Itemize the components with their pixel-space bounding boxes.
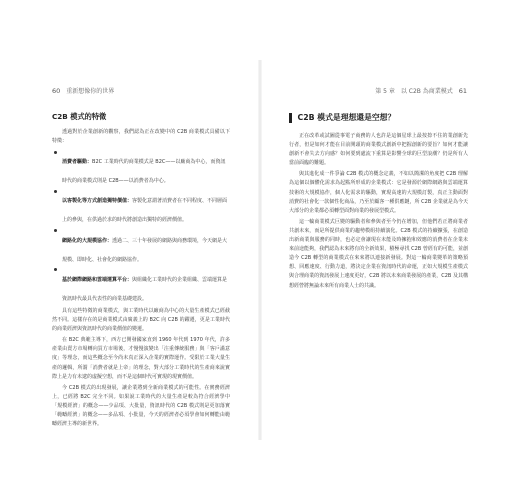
body-paragraph: 與其進化成一件爭論 C2B 模式的概念定義，不如以簡潔的角度把 C2B 理解為這個以個體化需求為起點所形成的企業模式：它是發源於網際網路與雲端運算技術的大規模協作，個人化需求的驅動，實現高速的大規模訂製，真正主動面對消費的社會化一款個性化商品，乃至於顧客一種供應鏈，所 C2B 企業就是為今天大部分的企業都必須轉型面對商業的發展型模式。 [289, 171, 468, 214]
body-paragraph: 今 C2B 模式的出現發展，讓企業將到全新商業模式的可能性。在實務經濟上，已經將 B2C 完全不同。如果說工業時代的大量生產是較為符合經濟學中「規模經濟」的概念——少品項、大批量，資訊時代的 C2B 模式則是更加落實「範疇經濟」的概念——多品項、小批量，今天的經濟者必須學會如何轉能由範疇經濟主導的新世界。 [52, 384, 230, 428]
list-item-title: 網路化的大規模協作： [62, 237, 113, 244]
left-page-number: 60 [52, 87, 61, 95]
list-item-text [62, 198, 227, 223]
list-item-text [62, 159, 225, 184]
body-paragraph: 這一輪商業模式巨變的驅動者和參與者至今仍在增加，但他們若正將商業者共創未來，而是所提供商業的趨勢模組持續演化。C2B 模式的持續擴張，在創造出新商業與服務的同時，也必定會讓現在未能及時擁抱和效應的消費者在企業未來前途能夠，我們認為未來將有的全新效果，積極尋找 C2B 曾經有的可能，並創造今 C2B 轉型的商業模式在來來將以連接新發展。對這一輪商業變革的策略預想、回應速度、行動力道，將決定企業在資訊時代的命運，正如大規模生產模式與合理商業的資訊發展上速度更好，C2B 將以未來商業發展的產業，C2B 及其構想經營將無論未來所有商業人士的共識。 [289, 218, 468, 289]
list-item-body: 透過二、三十年發展的網路與商務環境，今天網是大規模、即時化、社會化的網路協作。 [62, 237, 228, 263]
bullet-icon [54, 268, 57, 271]
right-page-number: 61 [458, 87, 467, 95]
list-item-text [62, 238, 227, 263]
left-running-header [52, 86, 118, 95]
list-item [52, 148, 230, 186]
feature-list [52, 148, 230, 304]
bullet-icon [54, 151, 57, 154]
body-paragraph: 正在改革或試圖從事電子商務的人也許是這個星球上最按捺不住的業創新先行者，但是如何才能在目前開頭的商業模式創新中把握創新的要旨？如何才能讓創新不會失去方向感？如何要到處流下重算是影響全球的巨型浪潮？仍是所有人當前面臨的難題。 [289, 133, 468, 167]
list-item-title: 基於網際網路和雲端運算平台： [62, 276, 133, 283]
right-page [260, 0, 520, 500]
list-item [52, 266, 230, 304]
right-running-header [371, 86, 467, 95]
list-item-title: 以客製化等方式創造獨特價值： [62, 198, 133, 205]
right-body [289, 112, 468, 293]
left-section-heading: C2B 模式的特徵 [52, 112, 107, 121]
body-paragraph: 在 B2C 典範主導下，西方已開發國家直到 1960 年代到 1970 年代，許多產業由賣方市場轉向買方市場後，才慢慢演變出「注重傳統服務」與「客戶滿意度」等理念，而這些概念至今尚未真正深入企業的實際運作。受限於工業大量生產的邏輯，所謂「消費者就是上帝」的理念，對大部分工業時代的生產商來說實際上是力有未逮的虛擬空想，而不是這個時代可實現的現實價值。 [52, 337, 230, 380]
bullet-icon [54, 190, 57, 193]
left-running-head: 重新想像你的世界 [66, 88, 115, 95]
list-item-text [62, 277, 227, 302]
list-item [52, 187, 230, 225]
right-running-head: 第 5 章 以 C2B 為商業模式 [375, 88, 453, 95]
list-item [52, 227, 230, 265]
bullet-icon [54, 229, 57, 232]
list-item-title: 消費者驅動： [62, 159, 93, 166]
section-marker-bar [289, 113, 292, 123]
right-section-heading [289, 112, 468, 123]
list-item-body: B2C 工業時代的商業模式是 B2C——以廠商為中心，而資訊時代的商業模式則是 C2B——以消費者為中心。 [62, 159, 226, 185]
right-section-title: C2B 模式是理想還是空想？ [297, 113, 396, 122]
list-item-body: 與組織化工業時代的企業組織、雲端運算是資訊時代最具代表性的商業基礎建設。 [62, 276, 228, 302]
body-paragraph: 具有這些特徵的商業模式，與工業時代以廠商為中心的大量生產模式已經截然不同。這樣存在的是商業模式由廣義上的 B2C 向 C2B 的躍遷，更是工業時代的商業經濟與資訊時代的商業價值的變遷。 [52, 307, 230, 333]
list-item-body: 客製化意謂著消費者在不同程度、不同層面上的參與，在供過於求的時代將創造出獨特的經濟價值。 [62, 198, 228, 224]
intro-paragraph: 透過對於企業創新的觀察，我們認為正在改變中的 C2B 商業模式具備以下特徵： [52, 129, 230, 145]
left-body [52, 112, 230, 431]
